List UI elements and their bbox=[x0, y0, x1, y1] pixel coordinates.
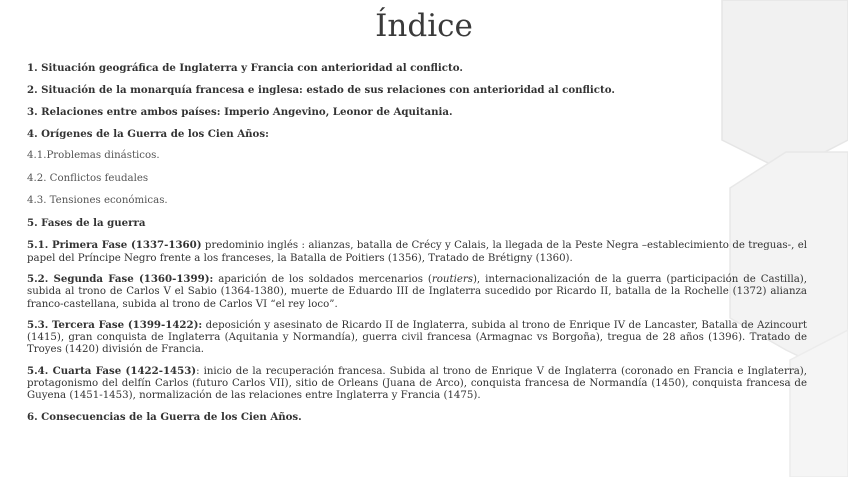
index-item-5: 5. Fases de la guerra bbox=[27, 217, 146, 230]
phase-2-paragraph bbox=[27, 273, 807, 311]
page-title: Índice bbox=[375, 8, 473, 44]
index-item-3: 3. Relaciones entre ambos países: Imperio Angevino, Leonor de Aquitania. bbox=[27, 106, 453, 119]
phase-4-paragraph bbox=[27, 365, 807, 403]
phase-2-italic-term: routiers bbox=[431, 273, 473, 285]
phase-4-heading: 5.4. Cuarta Fase (1422-1453) bbox=[27, 364, 197, 377]
phase-1-paragraph bbox=[27, 239, 807, 265]
phase-2-text: aparición de los soldados mercenarios ( bbox=[213, 273, 432, 285]
phase-2-text-continued: ), internacionalización de la guerra (participación de Castilla), subida al trono de Carlos V el Sabio (1364-1380), muerte de Eduardo III de Inglaterra sucedido por Ricardo II, batalla de la Rochelle (1372) alianza franco-castellana, subida al trono de Carlos VI “el rey loco”. bbox=[27, 273, 807, 310]
phase-1-text: predominio inglés : alianzas, batalla de Crécy y Calais, la llegada de la Peste Negra –establecimiento de treguas-, el papel del Príncipe Negro frente a los franceses, la Batalla de Poitiers (1356), Tratado de Brétigny (1360). bbox=[27, 240, 807, 264]
phase-3-text: deposición y asesinato de Ricardo II de Inglaterra, subida al trono de Enrique IV de Lancaster, Batalla de Azincourt (1415), gran conquista de Inglaterra (Aquitania y Normandía), guerra civil francesa (Armagnac vs Borgoña), tregua de 28 años (1396). Tratado de Troyes (1420) división de Francia. bbox=[27, 319, 808, 356]
index-item-2: 2. Situación de la monarquía francesa e inglesa: estado de sus relaciones con anterioridad al conflicto. bbox=[27, 84, 615, 97]
phase-2-heading: 5.2. Segunda Fase (1360-1399): bbox=[27, 272, 214, 285]
index-item-6: 6. Consecuencias de la Guerra de los Cien Años. bbox=[27, 410, 302, 423]
index-subitem-4-3: 4.3. Tensiones económicas. bbox=[27, 194, 168, 206]
phase-1-heading: 5.1. Primera Fase (1337-1360) bbox=[27, 239, 202, 252]
index-subitem-4-1: 4.1.Problemas dinásticos. bbox=[27, 150, 160, 162]
phase-4-text: : inicio de la recuperación francesa. Subida al trono de Enrique V de Inglaterra (coronado en Francia e Inglaterra), protagonismo del delfín Carlos (futuro Carlos VII), sitio de Orleans (Juana de Arco), conquista francesa de Normandía (1450), conquista francesa de Guyena (1451-1453), normalización de las relaciones entre Inglaterra y Francia (1475). bbox=[27, 365, 807, 402]
index-content bbox=[27, 62, 807, 433]
phase-3-heading: 5.3. Tercera Fase (1399-1422): bbox=[27, 318, 203, 331]
index-subitem-4-2: 4.2. Conflictos feudales bbox=[27, 172, 149, 184]
index-item-1: 1. Situación geográfica de Inglaterra y Francia con anterioridad al conflicto. bbox=[27, 62, 463, 74]
index-item-4: 4. Orígenes de la Guerra de los Cien Años: bbox=[27, 128, 269, 141]
phase-3-paragraph bbox=[27, 319, 807, 357]
